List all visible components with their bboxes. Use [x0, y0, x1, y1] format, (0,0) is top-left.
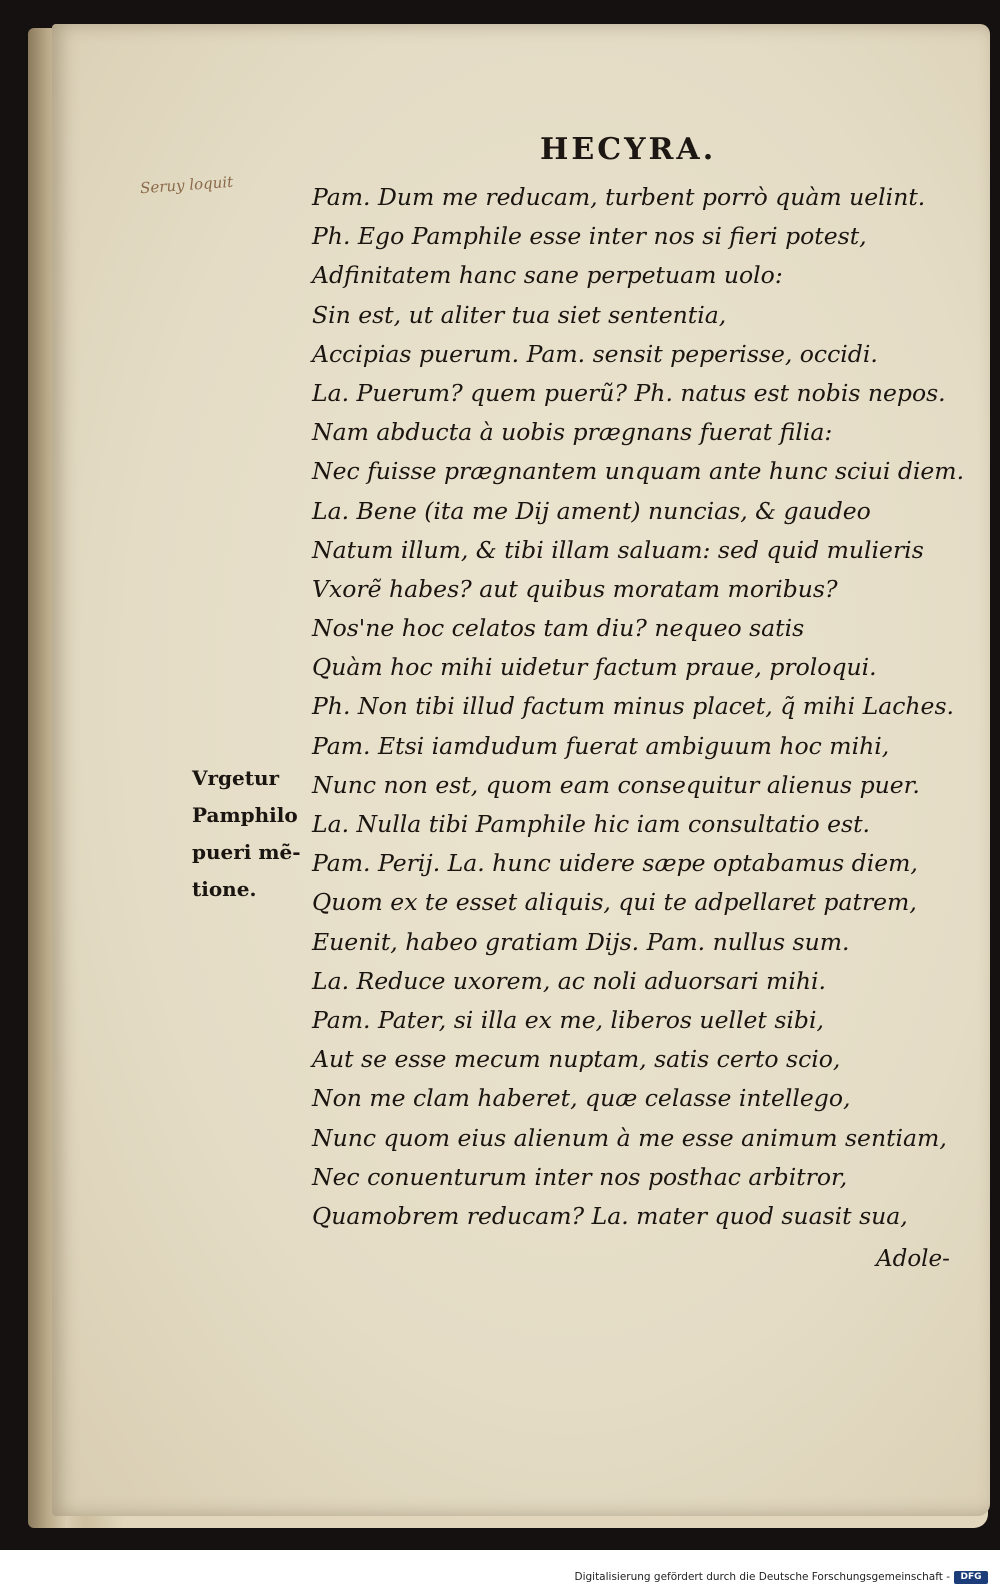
verse-line: Accipias puerum. Pam. sensit peperisse, occidi.: [312, 339, 878, 368]
verse-line: Pam. Pater, si illa ex me, liberos uellet sibi,: [312, 1005, 824, 1034]
verse-line: Nunc quom eius alienum à me esse animum sentiam,: [312, 1123, 947, 1152]
side-note-line: pueri mẽ-: [192, 840, 301, 864]
verse-line: Pam. Perij. La. hunc uidere sæpe optabamus diem,: [312, 849, 918, 878]
verse-line: Pam. Dum me reducam, turbent porrò quàm uelint.: [312, 183, 926, 211]
verse-line: La. Puerum? quem puerũ? Ph. natus est nobis nepos.: [312, 378, 946, 407]
side-note-line: tione.: [192, 877, 257, 901]
side-note-line: Pamphilo: [192, 803, 298, 827]
running-head: HECYRA.: [540, 132, 717, 167]
verse-line: Nam abducta à uobis prægnans fuerat filia:: [312, 418, 833, 447]
side-note: [192, 760, 312, 908]
verse-line: Sin est, ut aliter tua siet sententia,: [312, 300, 727, 329]
verse-line: Quàm hoc mihi uidetur factum praue, proloqui.: [312, 653, 877, 682]
verse-line: Aut se esse mecum nuptam, satis certo scio,: [312, 1045, 841, 1074]
verse-line: Nec fuisse prægnantem unquam ante hunc sciui diem.: [312, 457, 965, 486]
footer-credit: Digitalisierung gefördert durch die Deutsche Forschungsgemeinschaft -: [574, 1571, 950, 1583]
catchword: Adole-: [876, 1246, 950, 1272]
margin-annotation: Seruy loquit: [139, 172, 234, 198]
verse-line: Vxorẽ habes? aut quibus moratam moribus?: [312, 574, 838, 603]
verse-text: [312, 178, 982, 1236]
verse-line: La. Reduce uxorem, ac noli aduorsari mihi.: [312, 966, 826, 995]
verse-line: Euenit, habeo gratiam Dijs. Pam. nullus sum.: [312, 927, 850, 956]
verse-line: Nunc non est, quom eam consequitur alienus puer.: [312, 770, 920, 799]
verse-line: Quamobrem reducam? La. mater quod suasit sua,: [312, 1201, 908, 1230]
verse-line: Nec conuenturum inter nos posthac arbitror,: [312, 1162, 848, 1191]
verse-line: La. Bene (ita me Dij ament) nuncias, & gaudeo: [312, 496, 871, 525]
verse-line: Nos'ne hoc celatos tam diu? nequeo satis: [312, 614, 805, 643]
verse-line: La. Nulla tibi Pamphile hic iam consultatio est.: [312, 810, 871, 838]
verse-line: Pam. Etsi iamdudum fuerat ambiguum hoc mihi,: [312, 731, 890, 760]
verse-line: Natum illum, & tibi illam saluam: sed quid mulieris: [312, 535, 924, 564]
footer-bar: [0, 1550, 1000, 1589]
verse-line: Ph. Non tibi illud factum minus placet, q̃ mihi Laches.: [312, 692, 954, 721]
dfg-logo: DFG: [954, 1571, 988, 1584]
verse-line: Ph. Ego Pamphile esse inter nos si fieri potest,: [312, 222, 867, 251]
side-note-line: Vrgetur: [192, 766, 280, 790]
verse-line: Quom ex te esset aliquis, qui te adpellaret patrem,: [312, 888, 917, 917]
verse-line: Adfinitatem hanc sane perpetuam uolo:: [312, 261, 783, 290]
verse-line: Non me clam haberet, quæ celasse intellego,: [312, 1084, 851, 1113]
